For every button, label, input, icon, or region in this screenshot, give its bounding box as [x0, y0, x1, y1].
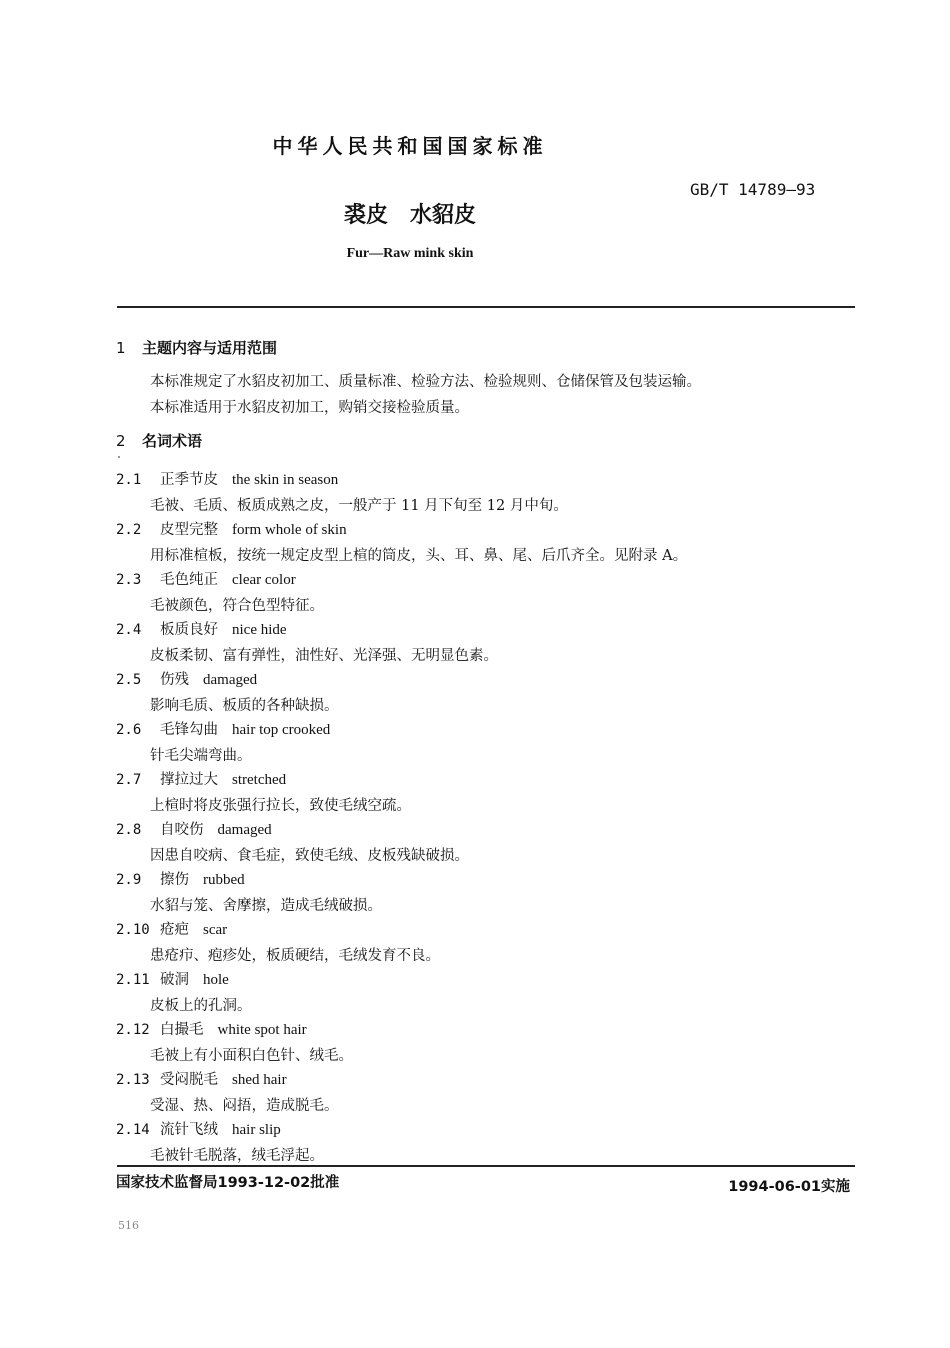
- term-number: 2.4: [116, 622, 142, 638]
- term-definition: 毛被颜色，符合色型特征。: [150, 598, 324, 614]
- term-definition: 影响毛质、板质的各种缺损。: [150, 698, 339, 714]
- page-number: 516: [118, 1219, 139, 1232]
- term-english: rubbed: [203, 872, 245, 888]
- term-entry: [116, 1118, 281, 1139]
- footer-divider: [117, 1165, 855, 1167]
- term-english: the skin in season: [232, 472, 339, 488]
- term-chinese: 皮型完整: [160, 522, 218, 538]
- document-title-english: Fur—Raw mink skin: [346, 246, 474, 261]
- header-divider: [117, 306, 855, 308]
- term-chinese: 破洞: [160, 972, 189, 988]
- term-number: 2.14: [116, 1122, 150, 1138]
- term-number: 2.8: [116, 822, 142, 838]
- term-definition: 皮板柔韧、富有弹性，油性好、光泽强、无明显色素。: [150, 648, 498, 664]
- term-english: stretched: [232, 772, 287, 788]
- section-number: 1: [116, 339, 126, 357]
- term-entry: [116, 718, 330, 739]
- term-chinese: 自咬伤: [160, 822, 204, 838]
- term-entry: [116, 918, 227, 939]
- term-number: 2.5: [116, 672, 142, 688]
- term-number: 2.1: [116, 472, 142, 488]
- section-2-heading: [116, 430, 202, 451]
- term-english: clear color: [232, 572, 296, 588]
- term-english: shed hair: [232, 1072, 287, 1088]
- term-chinese: 疮疤: [160, 922, 189, 938]
- term-definition: 因患自咬病、食毛症，致使毛绒、皮板残缺破损。: [150, 848, 469, 864]
- term-definition: 皮板上的孔洞。: [150, 998, 252, 1014]
- term-english: nice hide: [232, 622, 287, 638]
- term-chinese: 毛锋勾曲: [160, 722, 218, 738]
- term-chinese: 毛色纯正: [160, 572, 218, 588]
- section-title: 主题内容与适用范围: [142, 339, 278, 357]
- term-entry: [116, 1018, 307, 1039]
- term-entry: [116, 618, 287, 639]
- term-entry: [116, 518, 347, 539]
- term-entry: [116, 768, 286, 789]
- section-1-heading: [116, 337, 277, 358]
- term-definition: 毛被、毛质、板质成熟之皮，一般产于 11 月下旬至 12 月中旬。: [150, 498, 568, 514]
- term-entry: [116, 868, 245, 889]
- term-chinese: 伤残: [160, 672, 189, 688]
- term-number: 2.10: [116, 922, 150, 938]
- term-chinese: 正季节皮: [160, 472, 218, 488]
- term-english: damaged: [217, 822, 272, 838]
- effective-date: 1994-06-01实施: [728, 1179, 850, 1195]
- section-number: 2: [116, 432, 126, 450]
- term-definition: 用标准楦板，按统一规定皮型上楦的筒皮，头、耳、鼻、尾、后爪齐全。见附录 A。: [150, 548, 688, 564]
- scope-paragraph: 本标准规定了水貂皮初加工、质量标准、检验方法、检验规则、仓储保管及包装运输。: [150, 374, 701, 390]
- term-definition: 受湿、热、闷捂，造成脱毛。: [150, 1098, 339, 1114]
- term-entry: [116, 668, 257, 689]
- term-definition: 毛被针毛脱落，绒毛浮起。: [150, 1148, 324, 1164]
- term-english: hair slip: [232, 1122, 281, 1138]
- term-number: 2.6: [116, 722, 142, 738]
- term-entry: [116, 1068, 287, 1089]
- issuer-title: 中华人民共和国国家标准: [272, 134, 548, 158]
- term-entry: [116, 818, 272, 839]
- term-definition: 针毛尖端弯曲。: [150, 748, 252, 764]
- term-definition: 毛被上有小面积白色针、绒毛。: [150, 1048, 353, 1064]
- term-definition: 水貂与笼、舍摩擦，造成毛绒破损。: [150, 898, 382, 914]
- term-number: 2.12: [116, 1022, 150, 1038]
- term-number: 2.13: [116, 1072, 150, 1088]
- term-english: hole: [203, 972, 229, 988]
- term-english: form whole of skin: [232, 522, 347, 538]
- section-title: 名词术语: [142, 432, 203, 450]
- term-english: scar: [203, 922, 228, 938]
- term-definition: 上楦时将皮张强行拉长，致使毛绒空疏。: [150, 798, 411, 814]
- scope-paragraph: 本标准适用于水貂皮初加工，购销交接检验质量。: [150, 400, 469, 416]
- standard-number: GB/T 14789—93: [690, 180, 816, 199]
- term-number: 2.3: [116, 572, 142, 588]
- term-chinese: 受闷脱毛: [160, 1072, 218, 1088]
- term-number: 2.7: [116, 772, 142, 788]
- scan-speck: [118, 456, 120, 458]
- term-english: hair top crooked: [232, 722, 331, 738]
- term-number: 2.2: [116, 522, 142, 538]
- term-english: white spot hair: [217, 1022, 307, 1038]
- term-english: damaged: [203, 672, 258, 688]
- term-chinese: 白撮毛: [160, 1022, 204, 1038]
- term-number: 2.11: [116, 972, 150, 988]
- term-entry: [116, 568, 296, 589]
- document-title: 裘皮 水貂皮: [343, 203, 476, 228]
- approval-date: 国家技术监督局1993-12-02批准: [116, 1175, 340, 1191]
- term-chinese: 流针飞绒: [160, 1122, 218, 1138]
- term-chinese: 板质良好: [160, 622, 218, 638]
- term-chinese: 擦伤: [160, 872, 189, 888]
- term-definition: 患疮疖、疱疹处，板质硬结，毛绒发育不良。: [150, 948, 440, 964]
- term-number: 2.9: [116, 872, 142, 888]
- term-entry: [116, 968, 229, 989]
- term-entry: [116, 468, 338, 489]
- term-chinese: 撑拉过大: [160, 772, 218, 788]
